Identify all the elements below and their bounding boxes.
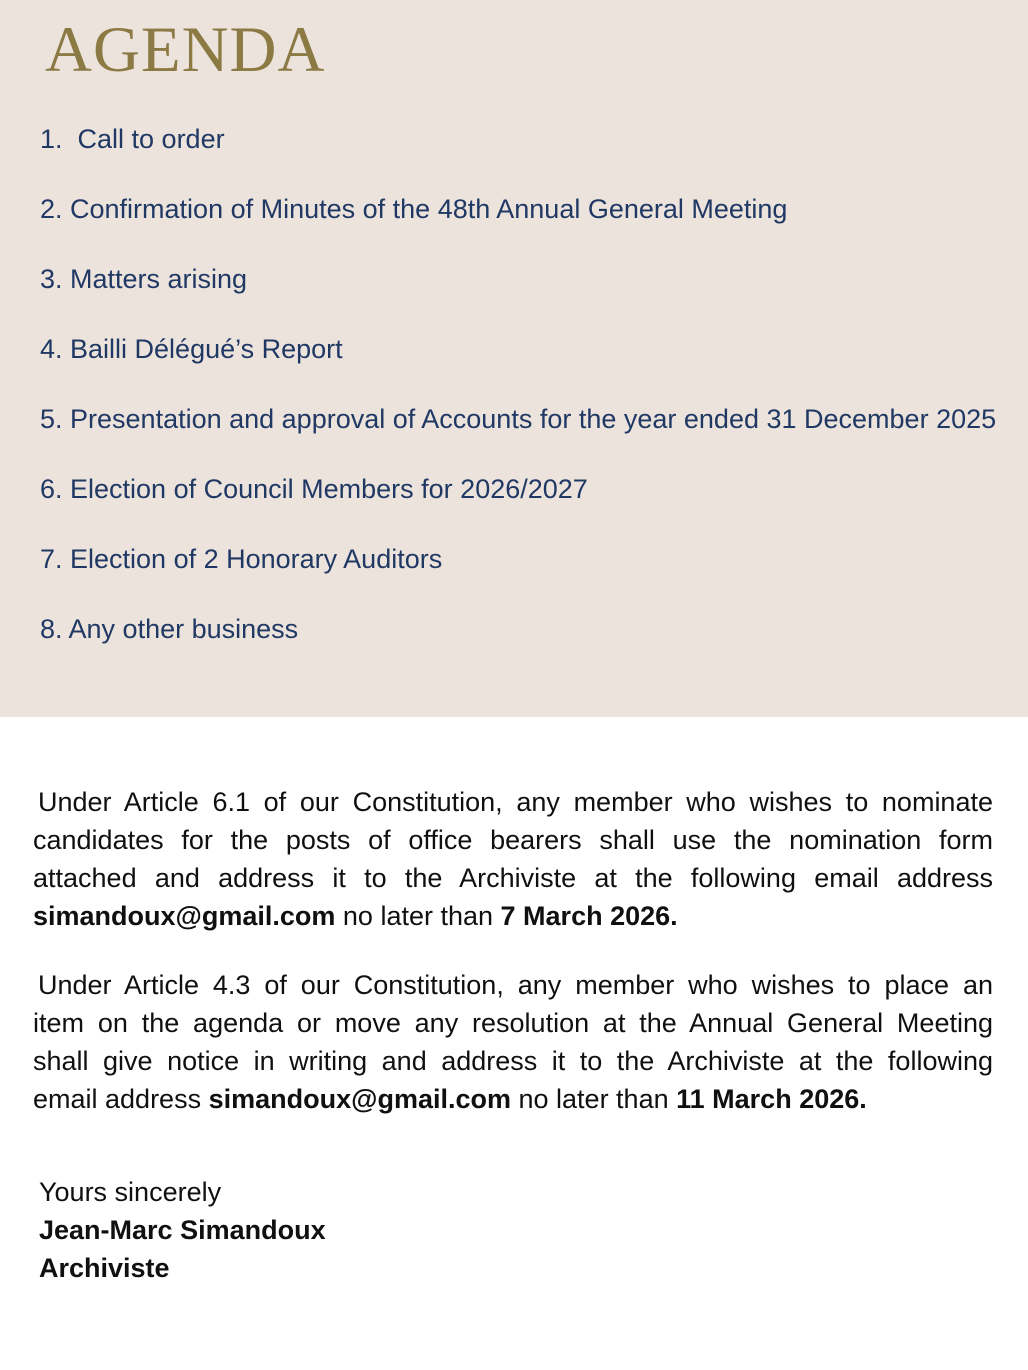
notice-line	[33, 897, 993, 935]
signature-block	[33, 1173, 993, 1287]
agenda-list	[40, 120, 998, 648]
notice-line: attached and address it to the Archiviste at the following email address	[33, 863, 993, 893]
agenda-item-3: 3. Matters arising	[40, 264, 248, 294]
agenda-item-5: 5. Presentation and approval of Accounts for the year ended 31 December 2025	[40, 404, 997, 434]
email-address: simandoux@gmail.com	[33, 901, 336, 931]
signature-role: Archiviste	[39, 1253, 170, 1283]
notice-paragraph-article-4-3	[33, 966, 993, 1118]
notice-section	[0, 783, 1028, 1287]
agenda-item-2: 2. Confirmation of Minutes of the 48th Annual General Meeting	[40, 194, 788, 224]
agenda-heading: AGENDA	[45, 14, 326, 86]
deadline-date: 7 March 2026.	[500, 901, 678, 931]
signature-name: Jean-Marc Simandoux	[39, 1215, 326, 1245]
deadline-date: 11 March 2026.	[676, 1084, 867, 1114]
notice-line: Under Article 4.3 of our Constitution, any member who wishes to place an	[38, 970, 993, 1000]
agenda-item-7: 7. Election of 2 Honorary Auditors	[40, 544, 443, 574]
notice-line-middle: no later than	[335, 901, 501, 931]
notice-line: Under Article 6.1 of our Constitution, any member who wishes to nominate	[38, 787, 993, 817]
agenda-item-8: 8. Any other business	[40, 614, 299, 644]
agenda-item-1: 1. Call to order	[40, 124, 225, 154]
notice-line: item on the agenda or move any resolution at the Annual General Meeting	[33, 1008, 993, 1038]
agenda-item-6: 6. Election of Council Members for 2026/2027	[40, 474, 588, 504]
notice-paragraph-article-6-1	[33, 783, 993, 935]
notice-line-middle: no later than	[511, 1084, 677, 1114]
agenda-item-4: 4. Bailli Délégué’s Report	[40, 334, 343, 364]
notice-line-prefix: email address	[33, 1084, 209, 1114]
signature-closing: Yours sincerely	[39, 1177, 222, 1207]
notice-line	[33, 1080, 993, 1118]
notice-line: shall give notice in writing and address it to the Archiviste at the following	[33, 1046, 993, 1076]
notice-line: candidates for the posts of office bearers shall use the nomination form	[33, 825, 993, 855]
email-address: simandoux@gmail.com	[208, 1084, 511, 1114]
